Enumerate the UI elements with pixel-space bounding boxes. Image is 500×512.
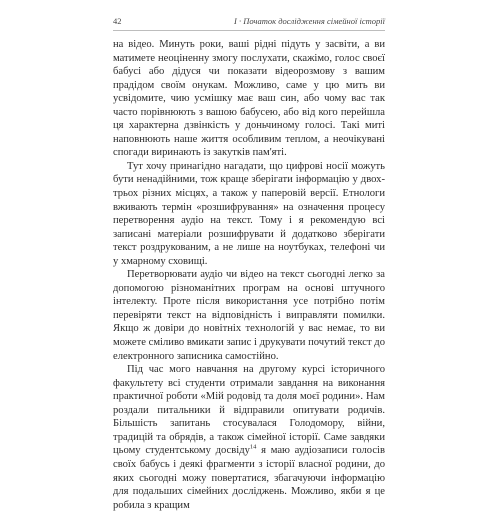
- paragraph-transcription: Перетворювати аудіо чи відео на текст сьогодні легко за допомогою різноманітних програм на основі штучного інтелекту. Проте після використання усе потрібно потім перевіряти текст на відповідність і виправляти помилки. Якщо ж довіри до новітніх технологій у вас немає, то ви можете сміливо вмикати запис і друкувати почутий текст до електронного записника самостійно.: [113, 269, 385, 362]
- paragraph-text-part-1: Під час мого навчання на другому курсі історичного факультету всі студенти отримали завдання на виконання практичної роботи «Мій родовід та доля моєї родини». Нам роздали питальники й відправили опитувати родичів. Більшість запитань стосувалася Голодомору, війни, традицій та обрядів, а також сімейної історії. Саме завдяки цьому студентському досвіду: [113, 364, 385, 457]
- footnote-reference[interactable]: 14: [249, 443, 257, 451]
- paragraph-text-part-2: я маю аудіозаписи голосів своїх бабусь і деякі фрагменти з історії власної родини, до яких сьогодні можу повертатися, збагачуючи інформацію для подальших сімейних досліджень. Можливо, якби я це робила з кращим: [113, 445, 386, 511]
- paragraph-continued: на відео. Минуть роки, ваші рідні підуть у засвіти, а ви матимете неоціненну змогу послухати, скажімо, голос своєї бабусі або дідуся чи показати відеорозмову з вашим прадідом своїм онукам. Можливо, саме у цю мить ви усвідомите, чию усмішку має ваш син, або чому вас так часто порівнюють з вашою бабусею, або від кого перейшла ця характерна дзвінкість у доньчиному голосі. Такі миті наповнюють наше життя особливим теплом, а неочікувані спогади виринають із закутків пам'яті.: [113, 39, 385, 159]
- paragraph-digital-media: Тут хочу принагідно нагадати, що цифрові носії можуть бути ненадійними, тож краще зберігати інформацію у двох-трьох різних місцях, а також у паперовій версії. Етнологи вживають термін «розшифрування» на означення процесу перетворення аудіо на текст. Тому і я рекомендую всі записані матеріали розшифрувати й додатково зберігати текст роздрукованим, а не лише на ноутбуках, телефоні чи у хмарному сховищі.: [113, 160, 385, 267]
- running-header: [113, 16, 385, 31]
- body-text: [113, 38, 385, 512]
- running-title: I · Початок дослідження сімейної історії: [234, 16, 385, 26]
- page-number: 42: [113, 16, 122, 26]
- paragraph-university-project: [113, 363, 385, 512]
